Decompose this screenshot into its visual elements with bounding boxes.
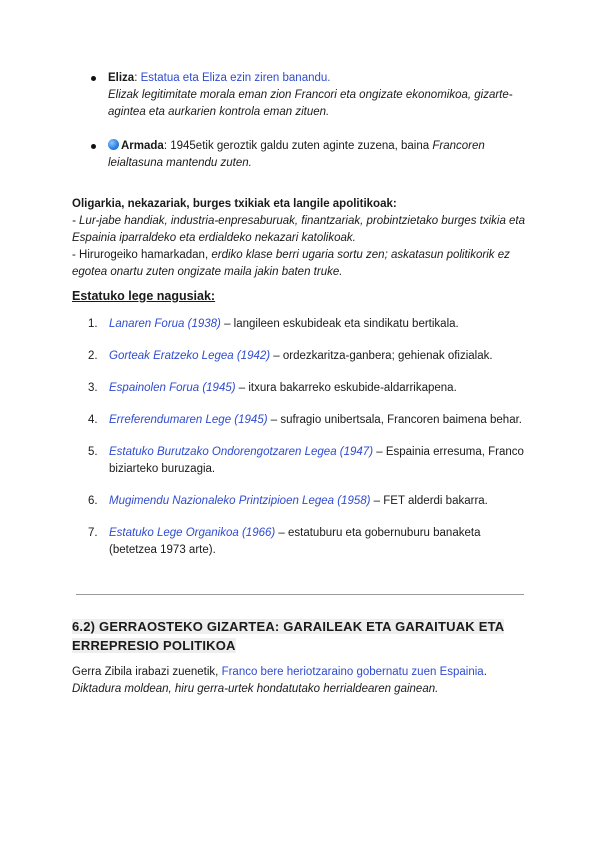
bullet-text: 1945etik geroztik galdu zuten aginte zuzena, baina [170,140,433,152]
institutions-bullet-list [88,70,528,189]
intro-plain: Gerra Zibila irabazi zuenetik, [72,666,222,678]
bullet-colon: : [134,72,141,84]
social-line-2-plain: - Hirurogeiko hamarkadan, [72,249,212,261]
laws-list [88,316,528,574]
bullet-text-italic: Francoren leialtasuna mantendu zuten. [108,140,485,169]
bullet-lead-text: Estatua eta Eliza ezin ziren banandu. [140,72,331,84]
law-name: Estatuko Burutzako Ondorengotzaren Legea (1947) [109,446,374,458]
law-number: 2. [88,350,98,362]
bullet-term: Armada [121,140,164,152]
section-title-text: 6.2) GERRAOSTEKO GIZARTEA: GARAILEAK ETA GARAITUAK ETA ERREPRESIO POLITIKOA [72,619,505,653]
law-item [88,316,528,333]
law-number: 3. [88,382,98,394]
intro-highlight: Franco bere heriotzaraino gobernatu zuen Espainia [221,666,484,678]
law-description: – ordezkaritza-ganbera; gehienak ofizialak. [270,350,493,362]
horizontal-divider [76,594,524,595]
bullet-colon: : [163,140,171,152]
law-description: – estatuburu eta gobernuburu banaketa (betetzea 1973 arte). [109,527,481,556]
bullet-eliza [88,70,528,121]
bullet-dot-icon [91,144,96,149]
bullet-detail-text: Elizak legitimitate morala eman zion Francori eta ongizate ekonomikoa, gizarte-agintea eta aurkarien kontrola eman zituen. [108,89,513,118]
law-name: Lanaren Forua (1938) [109,318,221,330]
law-name: Estatuko Lege Organikoa (1966) [109,527,276,539]
law-item [88,444,528,478]
globe-icon [108,139,119,150]
law-number: 7. [88,527,98,539]
intro-paragraph [72,664,532,698]
law-number: 4. [88,414,98,426]
law-description: – Espainia erresuma, Franco biziarteko buruzagia. [109,446,524,475]
bullet-dot-icon [91,76,96,81]
bullet-armada [88,138,528,172]
law-item [88,380,528,397]
law-description: – sufragio unibertsala, Francoren baimena behar. [267,414,522,426]
law-name: Erreferendumaren Lege (1945) [109,414,268,426]
law-item [88,493,528,510]
law-name: Espainolen Forua (1945) [109,382,236,394]
intro-period: . [483,666,487,678]
social-heading: Oligarkia, nekazariak, burges txikiak eta langile apolitikoak: [72,198,397,210]
section-title [72,617,532,655]
law-item [88,412,528,429]
laws-heading: Estatuko lege nagusiak: [72,289,216,303]
law-name: Gorteak Eratzeko Legea (1942) [109,350,271,362]
social-line-2 [72,247,532,281]
law-item [88,525,528,559]
law-number: 5. [88,446,98,458]
law-description: – itxura bakarreko eskubide-aldarrikapena. [235,382,457,394]
social-line-1: - Lur-jabe handiak, industria-enpresaburuak, finantzariak, probintzietako burges txikia eta Espainia iparraldeko eta erdialdeko nekazari katolikoak. [72,215,526,244]
law-description: – FET alderdi bakarra. [370,495,488,507]
law-item [88,348,528,365]
bullet-term: Eliza [108,72,135,84]
intro-italic: Diktadura moldean, hiru gerra-urtek hondatutako herrialdearen gainean. [72,683,439,695]
law-number: 6. [88,495,98,507]
law-number: 1. [88,318,98,330]
law-name: Mugimendu Nazionaleko Printzipioen Legea (1958) [109,495,371,507]
social-groups-block [72,196,532,281]
social-line-2-italic: erdiko klase berri ugaria sortu zen; askatasun politikorik ez egotea onartu zuten ongizate maila jakin baten truke. [72,249,510,278]
law-description: – langileen eskubideak eta sindikatu bertikala. [220,318,459,330]
